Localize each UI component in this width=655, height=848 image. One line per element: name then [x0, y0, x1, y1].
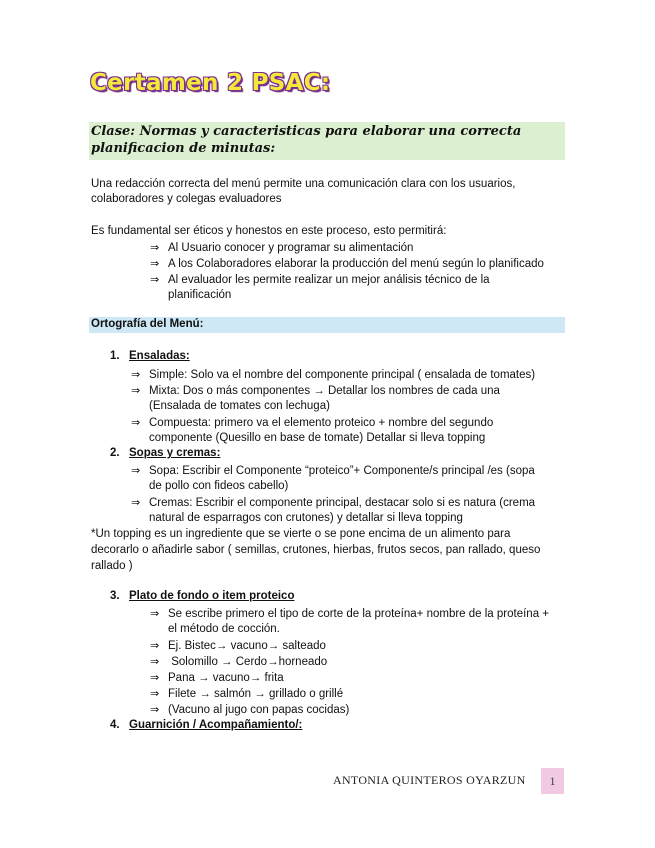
- list-item: ⇒ Se escribe primero el tipo de corte de la proteína+ nombre de la proteína +: [150, 607, 550, 620]
- clase-line-1: Clase: Normas y caracteristicas para elaborar una correcta: [91, 124, 522, 139]
- double-arrow-icon: ⇒: [150, 703, 160, 716]
- etica-lead: Es fundamental ser éticos y honestos en este proceso, esto permitirá:: [91, 225, 447, 237]
- document-title: Certamen 2 PSAC:: [90, 70, 331, 96]
- double-arrow-icon: ⇒: [131, 384, 141, 397]
- section-title-guarnicion: Guarnición / Acompañamiento/:: [129, 719, 303, 731]
- double-arrow-icon: ⇒: [131, 496, 141, 509]
- etica-bullet-cont: planificación: [168, 289, 232, 301]
- section-title-sopas: Sopas y cremas:: [129, 447, 221, 459]
- double-arrow-icon: ⇒: [150, 655, 160, 668]
- section-number: 2.: [110, 447, 120, 459]
- list-item-cont: (Ensalada de tomates con lechuga): [149, 400, 330, 412]
- etica-bullet: ⇒ Al Usuario conocer y programar su alimentación: [150, 241, 414, 254]
- list-item-cont: natural de esparragos con crutones) y detallar si lleva topping: [149, 512, 463, 524]
- list-item: ⇒ Compuesta: primero va el elemento proteico + nombre del segundo: [131, 416, 494, 429]
- list-item-cont: el método de cocción.: [168, 623, 280, 635]
- section-title-plato-fondo: Plato de fondo o item proteico: [129, 590, 295, 602]
- double-arrow-icon: ⇒: [150, 273, 160, 286]
- intro-line-2: colaboradores y colegas evaluadores: [91, 193, 282, 205]
- etica-bullet: ⇒ A los Colaboradores elaborar la producción del menú según lo planificado: [150, 257, 544, 270]
- double-arrow-icon: ⇒: [150, 639, 160, 652]
- etica-bullet: ⇒ Al evaluador les permite realizar un mejor análisis técnico de la: [150, 273, 490, 286]
- list-item-cont: componente (Quesillo en base de tomate) Detallar si lleva topping: [149, 432, 486, 444]
- list-item: ⇒ Pana → vacuno→ frita: [150, 671, 284, 684]
- section-title-ensaladas: Ensaladas:: [129, 350, 190, 362]
- list-item: ⇒ (Vacuno al jugo con papas cocidas): [150, 703, 350, 716]
- double-arrow-icon: ⇒: [150, 671, 160, 684]
- section-number: 4.: [110, 719, 120, 731]
- topping-note-1: *Un topping es un ingrediente que se vierte o se pone encima de un alimento para: [91, 528, 511, 540]
- list-item: ⇒ Ej. Bistec→ vacuno→ salteado: [150, 639, 326, 652]
- list-item: ⇒ Simple: Solo va el nombre del componente principal ( ensalada de tomates): [131, 368, 536, 381]
- page-number: 1: [541, 768, 564, 794]
- intro-line-1: Una redacción correcta del menú permite una comunicación clara con los usuarios,: [91, 178, 516, 190]
- double-arrow-icon: ⇒: [150, 687, 160, 700]
- ortografia-heading: Ortografía del Menú:: [91, 318, 204, 330]
- section-number: 1.: [110, 350, 120, 362]
- topping-note-3: rallado ): [91, 560, 133, 572]
- clase-heading: [91, 123, 561, 157]
- footer-author: ANTONIA QUINTEROS OYARZUN: [333, 773, 526, 787]
- double-arrow-icon: ⇒: [150, 241, 160, 254]
- double-arrow-icon: ⇒: [131, 464, 141, 477]
- list-item-cont: de pollo con fideos cabello): [149, 480, 289, 492]
- list-item: ⇒ Solomillo → Cerdo→horneado: [150, 655, 328, 668]
- section-number: 3.: [110, 590, 120, 602]
- list-item: ⇒ Cremas: Escribir el componente principal, destacar solo si es natura (crema: [131, 496, 536, 509]
- list-item: ⇒ Filete → salmón → grillado o grillé: [150, 687, 344, 700]
- topping-note-2: decorarlo o añadirle sabor ( semillas, crutones, hierbas, frutos secos, pan rallado, queso: [91, 544, 541, 556]
- clase-line-2: planificacion de minutas:: [91, 141, 276, 156]
- list-item: ⇒ Sopa: Escribir el Componente “proteico”+ Componente/s principal /es (sopa: [131, 464, 535, 477]
- double-arrow-icon: ⇒: [150, 257, 160, 270]
- double-arrow-icon: ⇒: [131, 416, 141, 429]
- double-arrow-icon: ⇒: [150, 607, 160, 620]
- list-item: ⇒ Mixta: Dos o más componentes → Detallar los nombres de cada una: [131, 384, 500, 397]
- double-arrow-icon: ⇒: [131, 368, 141, 381]
